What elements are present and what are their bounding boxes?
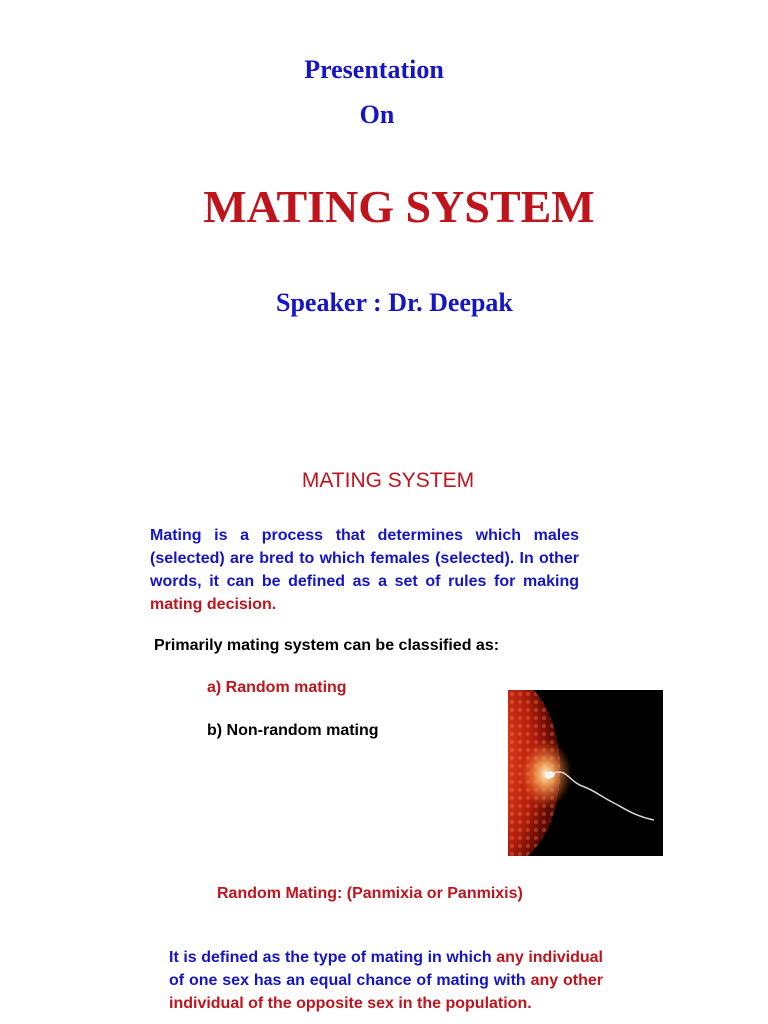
definition-fragment: any bbox=[530, 972, 559, 989]
presentation-title: MATING SYSTEM bbox=[203, 181, 595, 232]
definition-highlight: mating decision. bbox=[150, 596, 277, 613]
on-label: On bbox=[359, 100, 395, 129]
speaker-line: Speaker : Dr. Deepak bbox=[276, 288, 513, 317]
definition-fragment: It is defined as the type of mating in which bbox=[169, 949, 497, 966]
definition-fragment: other individual of the opposite sex in the population. bbox=[169, 972, 604, 1012]
option-non-random-mating: b) Non-random mating bbox=[207, 722, 379, 739]
section-title: MATING SYSTEM bbox=[301, 469, 475, 492]
definition-fragment: of one sex has an equal chance of mating with bbox=[169, 972, 531, 989]
random-mating-definition bbox=[169, 946, 603, 1015]
option-random-mating: a) Random mating bbox=[207, 679, 347, 696]
definition-text: Mating is a process that determines which males (selected) are bred to which females (selected). In other words, it can be defined as a set of rules for making bbox=[150, 527, 579, 590]
definition-fragment: any individual bbox=[496, 949, 604, 966]
presentation-label: Presentation bbox=[304, 55, 444, 84]
classification-intro: Primarily mating system can be classified as: bbox=[154, 637, 500, 654]
sperm-egg-fertilization-image bbox=[508, 690, 663, 856]
definition-paragraph bbox=[150, 524, 579, 616]
fertilization-illustration bbox=[508, 690, 663, 856]
random-mating-heading: Random Mating: (Panmixia or Panmixis) bbox=[217, 885, 523, 902]
